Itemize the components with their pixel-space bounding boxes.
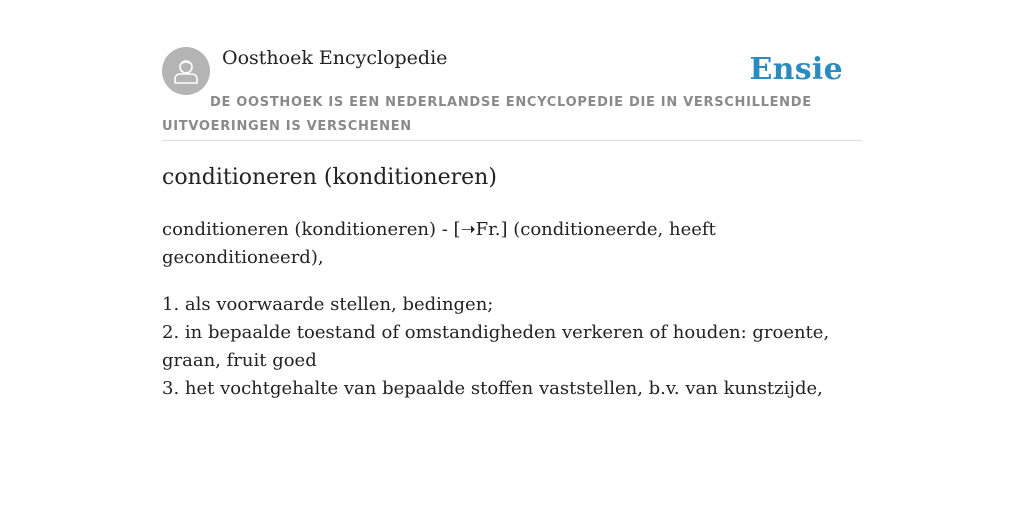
user-avatar-icon bbox=[162, 47, 210, 95]
brand-logo[interactable]: Ensie bbox=[749, 52, 843, 87]
source-description: DE OOSTHOEK IS EEN NEDERLANDSE ENCYCLOPEDIE DIE IN VERSCHILLENDE UITVOERINGEN IS VERSCHENEN bbox=[162, 95, 812, 134]
definition-1: 1. als voorwaarde stellen, bedingen; bbox=[162, 294, 494, 315]
definition-3: 3. het vochtgehalte van bepaalde stoffen vaststellen, b.v. van kunstzijde, bbox=[162, 378, 823, 399]
source-header bbox=[162, 45, 862, 141]
source-name[interactable]: Oosthoek Encyclopedie bbox=[222, 47, 448, 69]
entry-body bbox=[162, 216, 862, 403]
entry-title: conditioneren (konditioneren) bbox=[162, 165, 497, 190]
definition-2: 2. in bepaalde toestand of omstandigheden verkeren of houden: groente, graan, fruit goed bbox=[162, 322, 830, 371]
entry-lead: conditioneren (konditioneren) - [➝Fr.] (conditioneerde, heeft geconditioneerd), bbox=[162, 219, 716, 268]
